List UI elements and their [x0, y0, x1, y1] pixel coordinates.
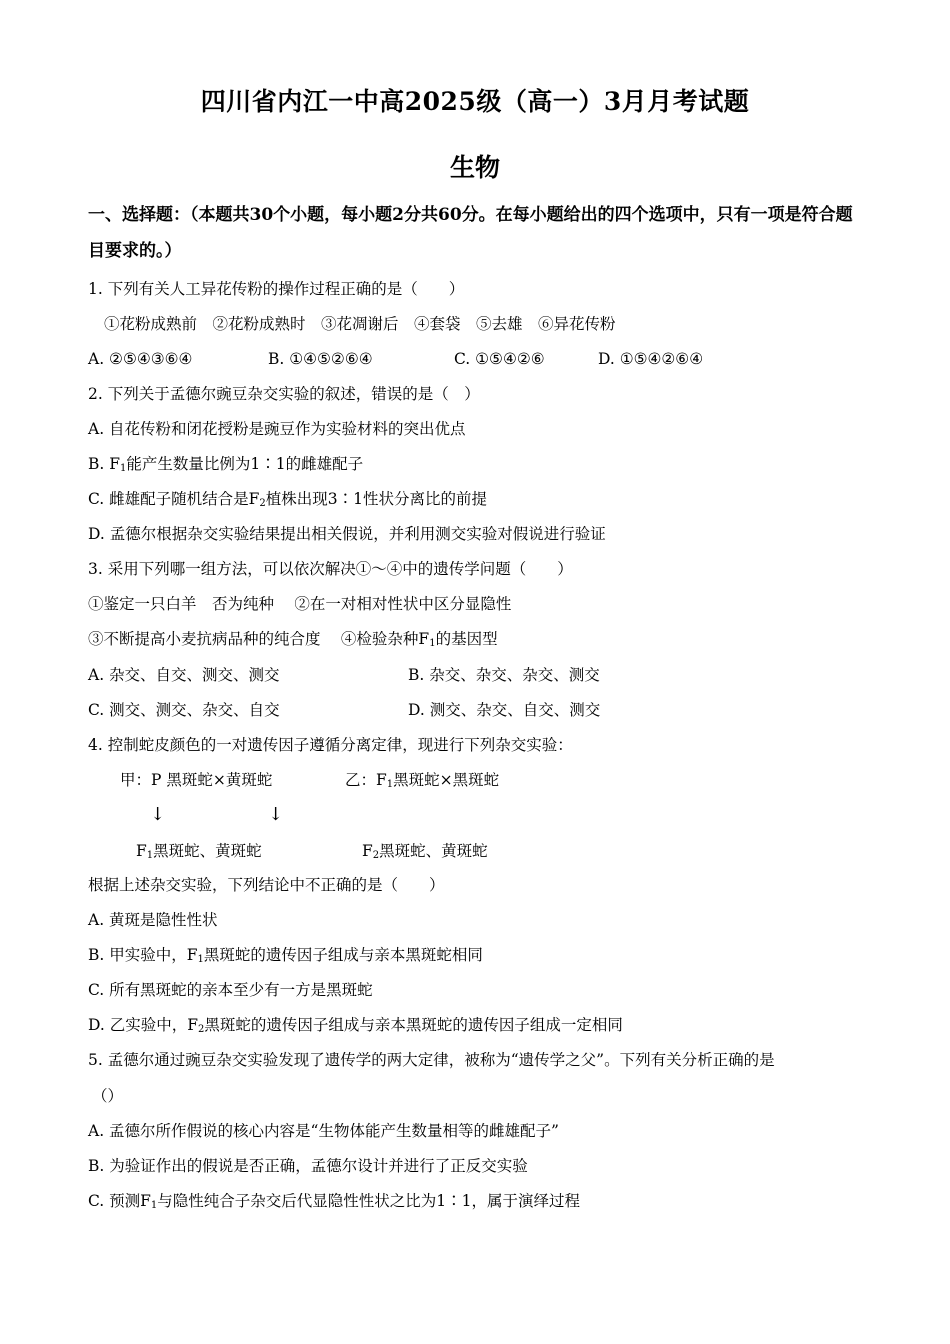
q5-option-a: A. 孟德尔所作假说的核心内容是“生物体能产生数量相等的雌雄配子”	[88, 1122, 559, 1140]
q5-stem: 5. 孟德尔通过豌豆杂交实验发现了遗传学的两大定律，被称为“遗传学之父”。下列有关分析正确的是	[88, 1051, 775, 1069]
q4-result-f1: $F_1$黑斑蛇、黄斑蛇	[136, 842, 262, 861]
exam-title: 四川省内江一中高2025级（高一）3月月考试题	[200, 87, 750, 116]
q1-option-b: B. ①④⑤②⑥④	[268, 350, 373, 368]
q3-items-line2: ③不断提高小麦抗病品种的纯合度 ④检验杂种$F_1$的基因型	[88, 630, 498, 649]
q4-cross-yi: 乙：$F_1$黑斑蛇×黑斑蛇	[345, 771, 500, 790]
q4-arrow-jia: ↓	[150, 804, 166, 825]
q3-option-a: A. 杂交、自交、测交、测交	[88, 666, 280, 684]
section-heading: 一、选择题：（本题共30个小题，每小题2分共60分。在每小题给出的四个选项中，只有一项是符合题目要求的。）	[88, 205, 853, 261]
q3-option-c: C. 测交、测交、杂交、自交	[88, 701, 280, 719]
q1-option-a: A. ②⑤④③⑥④	[88, 350, 193, 368]
q1-option-d: D. ①⑤④②⑥④	[598, 350, 704, 368]
q4-stem: 4. 控制蛇皮颜色的一对遗传因子遵循分离定律，现进行下列杂交实验：	[88, 736, 573, 754]
q4-option-a: A. 黄斑是隐性性状	[88, 911, 218, 929]
q4-result-f2: $F_2$黑斑蛇、黄斑蛇	[362, 842, 488, 861]
q5-option-b: B. 为验证作出的假说是否正确，孟德尔设计并进行了正反交实验	[88, 1157, 528, 1175]
q4-option-d: D. 乙实验中，$F_2$黑斑蛇的遗传因子组成与亲本黑斑蛇的遗传因子组成一定相同	[88, 1016, 623, 1035]
q5-option-c: C. 预测$F_1$与隐性纯合子杂交后代显隐性性状之比为1∶1，属于演绎过程	[88, 1192, 581, 1211]
subject-title: 生物	[449, 153, 500, 182]
q4-conclusion-prompt: 根据上述杂交实验，下列结论中不正确的是（ ）	[88, 876, 445, 894]
q1-option-c: C. ①⑤④②⑥	[454, 350, 545, 368]
q2-option-a: A. 自花传粉和闭花授粉是豌豆作为实验材料的突出优点	[88, 420, 466, 438]
q2-option-d: D. 孟德尔根据杂交实验结果提出相关假说，并利用测交实验对假说进行验证	[88, 525, 606, 543]
q4-arrow-yi: ↓	[268, 804, 284, 825]
q5-answer-paren: （）	[92, 1087, 124, 1105]
q4-option-c: C. 所有黑斑蛇的亲本至少有一方是黑斑蛇	[88, 981, 373, 999]
q1-items: ①花粉成熟前 ②花粉成熟时 ③花凋谢后 ④套袋 ⑤去雄 ⑥异花传粉	[104, 315, 616, 333]
q4-cross-jia: 甲：P 黑斑蛇×黄斑蛇	[120, 771, 273, 789]
q1-stem: 1. 下列有关人工异花传粉的操作过程正确的是（ ）	[88, 280, 465, 298]
q3-items-line1: ①鉴定一只白羊 否为纯种 ②在一对相对性状中区分显隐性	[88, 595, 512, 613]
q3-option-b: B. 杂交、杂交、杂交、测交	[408, 666, 600, 684]
q2-option-b: B. $F_1$能产生数量比例为1∶1的雌雄配子	[88, 455, 364, 474]
q3-option-d: D. 测交、杂交、自交、测交	[408, 701, 601, 719]
q4-option-b: B. 甲实验中，$F_1$黑斑蛇的遗传因子组成与亲本黑斑蛇相同	[88, 946, 483, 965]
q3-stem: 3. 采用下列哪一组方法，可以依次解决①～④中的遗传学问题（ ）	[88, 560, 573, 578]
q2-option-c: C. 雌雄配子随机结合是$F_2$植株出现3∶1性状分离比的前提	[88, 490, 488, 509]
q2-stem: 2. 下列关于孟德尔豌豆杂交实验的叙述，错误的是（ ）	[88, 385, 480, 403]
